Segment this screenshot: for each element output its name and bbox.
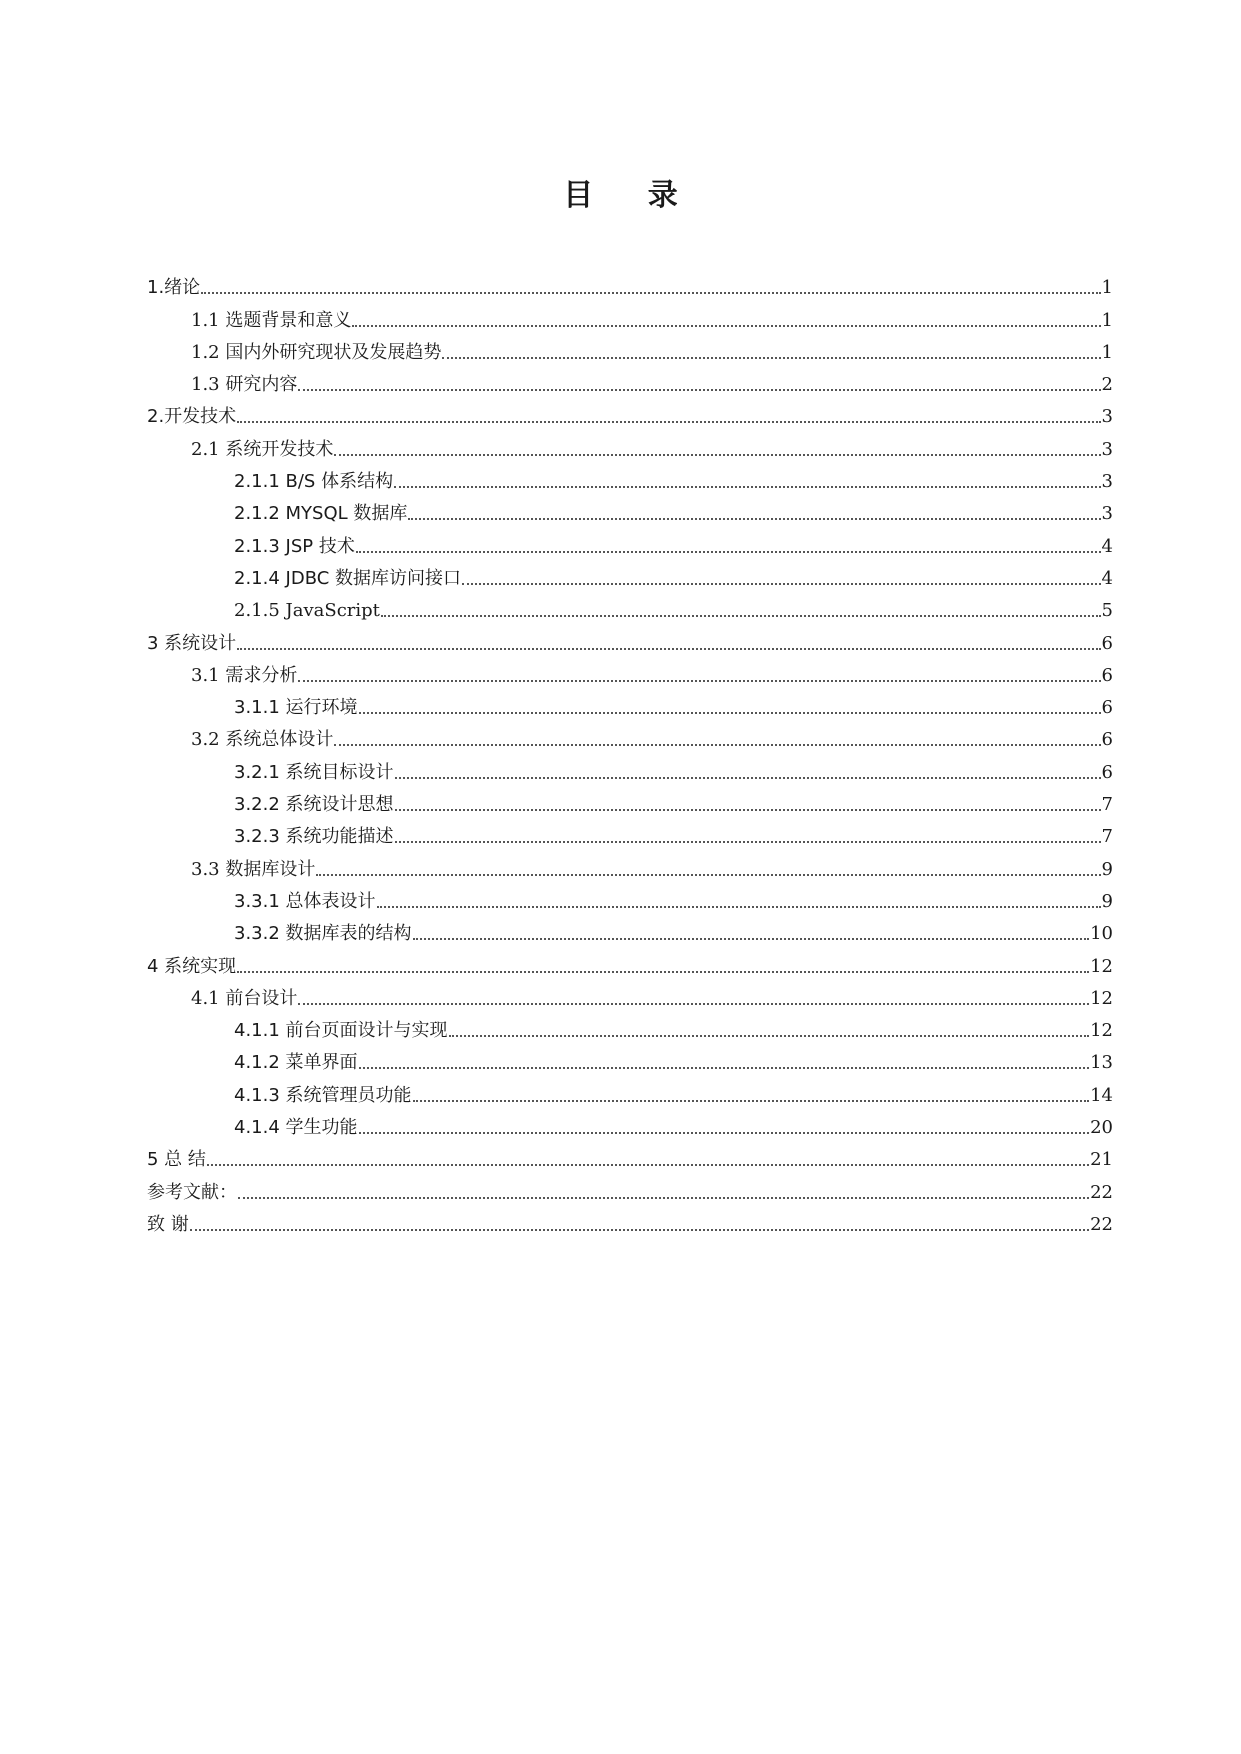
dot-leader: [449, 1035, 1090, 1037]
dot-leader: [298, 389, 1100, 391]
toc-entry[interactable]: [147, 590, 1113, 622]
dot-leader: [381, 615, 1101, 617]
dot-leader: [394, 486, 1100, 488]
dot-leader: [395, 777, 1101, 779]
dot-leader: [201, 292, 1100, 294]
toc-entry-label: 3.3.2 数据库表的结构: [234, 923, 412, 945]
toc-entry[interactable]: [147, 1074, 1113, 1106]
toc-entry-label: 2.1.2 MYSQL 数据库: [234, 503, 408, 525]
toc-entry-label: 2.1.4 JDBC 数据库访问接口: [234, 567, 462, 589]
toc-entry-label: 2.开发技术: [147, 406, 237, 428]
dot-leader: [359, 712, 1101, 714]
toc-entry-page-number: 6: [1101, 632, 1113, 654]
toc-entry-page-number: 9: [1101, 858, 1113, 880]
toc-entry[interactable]: [147, 978, 1113, 1010]
toc-entry[interactable]: [147, 1010, 1113, 1042]
toc-entry-page-number: 1: [1101, 341, 1113, 363]
dot-leader: [238, 1197, 1089, 1199]
toc-entry-label: 1.1 选题背景和意义: [191, 309, 352, 331]
toc-entry-label: 4.1.2 菜单界面: [234, 1052, 358, 1074]
toc-entry-page-number: 4: [1101, 535, 1113, 557]
toc-entry[interactable]: [147, 655, 1113, 687]
toc-entry-label: 参考文献：: [147, 1181, 237, 1203]
dot-leader: [377, 906, 1101, 908]
toc-entry-page-number: 3: [1101, 438, 1113, 460]
toc-entry-label: 3.3.1 总体表设计: [234, 890, 376, 912]
toc-entry-label: 3.2.2 系统设计思想: [234, 794, 394, 816]
toc-entry-label: 3.2.1 系统目标设计: [234, 761, 394, 783]
toc-entry-label: 致 谢: [147, 1213, 189, 1235]
toc-entry-page-number: 12: [1090, 955, 1113, 977]
dot-leader: [442, 357, 1100, 359]
toc-entry-label: 2.1.3 JSP 技术: [234, 535, 355, 557]
toc-entry-page-number: 6: [1101, 697, 1113, 719]
toc-entry-label: 3.1.1 运行环境: [234, 697, 358, 719]
toc-entry[interactable]: [147, 396, 1113, 428]
toc-entry-label: 4 系统实现: [147, 955, 237, 977]
toc-entry[interactable]: [147, 1139, 1113, 1171]
dot-leader: [237, 971, 1089, 973]
toc-entry-page-number: 6: [1101, 761, 1113, 783]
page-title: 目 录: [563, 178, 700, 213]
toc-entry-page-number: 1: [1101, 309, 1113, 331]
toc-entry[interactable]: [147, 784, 1113, 816]
dot-leader: [413, 938, 1090, 940]
dot-leader: [359, 1067, 1090, 1069]
toc-entry-page-number: 6: [1101, 729, 1113, 751]
toc-entry[interactable]: [147, 1204, 1113, 1236]
dot-leader: [395, 841, 1101, 843]
toc-entry-label: 3.2 系统总体设计: [191, 729, 334, 751]
toc-entry[interactable]: [147, 622, 1113, 654]
toc-entry-page-number: 9: [1101, 890, 1113, 912]
dot-leader: [207, 1164, 1089, 1166]
toc-entry[interactable]: [147, 525, 1113, 557]
toc-entry[interactable]: [147, 1042, 1113, 1074]
toc-entry-label: 4.1 前台设计: [191, 987, 298, 1009]
toc-entry[interactable]: [147, 428, 1113, 460]
toc-entry-page-number: 22: [1090, 1181, 1113, 1203]
toc-entry-page-number: 10: [1090, 923, 1113, 945]
toc-entry[interactable]: [147, 558, 1113, 590]
toc-entry[interactable]: [147, 364, 1113, 396]
dot-leader: [408, 518, 1100, 520]
toc-entry-page-number: 14: [1090, 1084, 1113, 1106]
dot-leader: [298, 680, 1100, 682]
toc-entry-label: 4.1.1 前台页面设计与实现: [234, 1020, 448, 1042]
toc-entry[interactable]: [147, 848, 1113, 880]
toc-entry-page-number: 12: [1090, 987, 1113, 1009]
dot-leader: [462, 583, 1101, 585]
toc-entry[interactable]: [147, 881, 1113, 913]
toc-entry-page-number: 4: [1101, 567, 1113, 589]
toc-entry[interactable]: [147, 719, 1113, 751]
toc-entry-label: 4.1.4 学生功能: [234, 1117, 358, 1139]
toc-entry[interactable]: [147, 299, 1113, 331]
toc-entry-label: 3.3 数据库设计: [191, 858, 316, 880]
table-of-contents: [147, 267, 1113, 1236]
toc-entry-page-number: 5: [1101, 600, 1113, 622]
dot-leader: [352, 325, 1100, 327]
dot-leader: [190, 1229, 1089, 1231]
toc-entry-page-number: 7: [1101, 794, 1113, 816]
toc-entry-label: 3 系统设计: [147, 632, 237, 654]
toc-entry[interactable]: [147, 493, 1113, 525]
toc-entry-page-number: 7: [1101, 826, 1113, 848]
toc-entry[interactable]: [147, 913, 1113, 945]
toc-entry-page-number: 6: [1101, 664, 1113, 686]
toc-entry-label: 3.1 需求分析: [191, 664, 298, 686]
dot-leader: [237, 421, 1100, 423]
toc-entry-page-number: 13: [1090, 1052, 1113, 1074]
dot-leader: [298, 1003, 1089, 1005]
toc-entry-page-number: 2: [1101, 374, 1113, 396]
dot-leader: [395, 809, 1101, 811]
toc-entry-label: 5 总 结: [147, 1149, 206, 1171]
toc-entry-label: 1.2 国内外研究现状及发展趋势: [191, 341, 442, 363]
dot-leader: [359, 1132, 1090, 1134]
toc-entry-page-number: 12: [1090, 1020, 1113, 1042]
toc-entry-page-number: 1: [1101, 277, 1113, 299]
toc-entry[interactable]: [147, 816, 1113, 848]
toc-entry-label: 2.1.1 B/S 体系结构: [234, 471, 394, 493]
toc-entry-page-number: 3: [1101, 471, 1113, 493]
toc-entry-label: 1.绪论: [147, 277, 201, 299]
toc-entry[interactable]: [147, 1107, 1113, 1139]
toc-entry-page-number: 21: [1090, 1149, 1113, 1171]
dot-leader: [334, 454, 1100, 456]
toc-entry-page-number: 22: [1090, 1213, 1113, 1235]
dot-leader: [334, 744, 1100, 746]
toc-entry[interactable]: [147, 332, 1113, 364]
toc-entry-label: 2.1.5 JavaScript: [234, 600, 380, 622]
dot-leader: [237, 648, 1100, 650]
toc-entry[interactable]: [147, 461, 1113, 493]
toc-entry-label: 1.3 研究内容: [191, 374, 298, 396]
dot-leader: [413, 1100, 1090, 1102]
toc-entry[interactable]: [147, 751, 1113, 783]
toc-entry[interactable]: [147, 687, 1113, 719]
toc-entry-label: 2.1 系统开发技术: [191, 438, 334, 460]
toc-entry[interactable]: [147, 1171, 1113, 1203]
toc-entry-page-number: 20: [1090, 1117, 1113, 1139]
dot-leader: [316, 874, 1100, 876]
toc-entry-label: 4.1.3 系统管理员功能: [234, 1084, 412, 1106]
toc-entry-page-number: 3: [1101, 503, 1113, 525]
dot-leader: [356, 551, 1101, 553]
toc-entry-label: 3.2.3 系统功能描述: [234, 826, 394, 848]
toc-entry[interactable]: [147, 267, 1113, 299]
toc-entry-page-number: 3: [1101, 406, 1113, 428]
toc-entry[interactable]: [147, 945, 1113, 977]
